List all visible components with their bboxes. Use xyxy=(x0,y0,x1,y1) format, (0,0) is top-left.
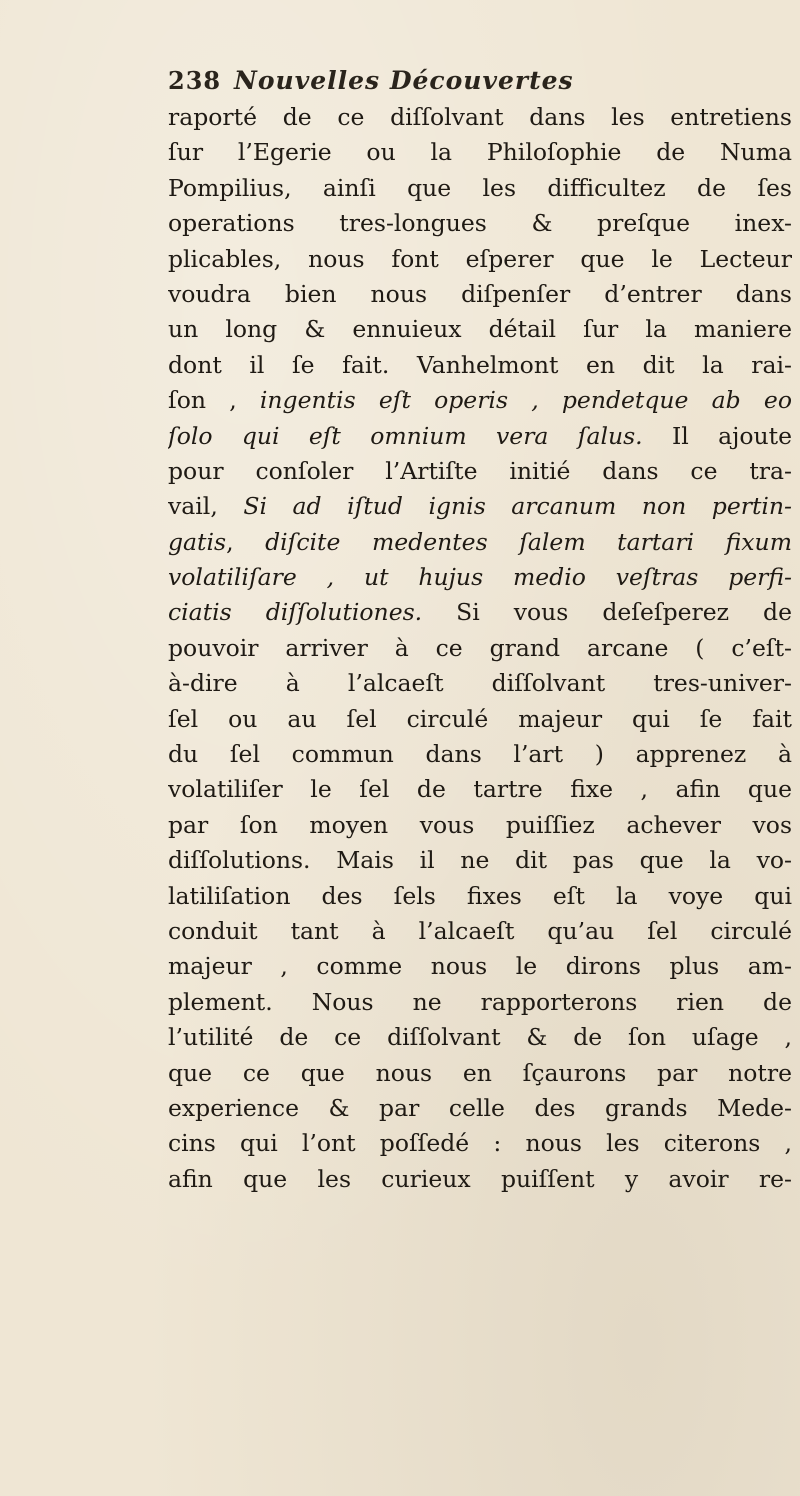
text-run: ſur l’Egerie ou la Philoſophie de Numa xyxy=(168,138,792,167)
text-run: un long & ennuieux détail ſur la maniere xyxy=(168,315,792,344)
text-run: experience & par celle des grands Mede- xyxy=(168,1093,792,1122)
text-line xyxy=(168,843,792,878)
text-run: à-dire à l’alcaeſt diſſolvant tres-univer- xyxy=(168,669,792,698)
text-line xyxy=(168,242,792,277)
text-line xyxy=(168,595,792,630)
text-line xyxy=(168,808,792,843)
text-line xyxy=(168,277,792,312)
text-line xyxy=(168,772,792,807)
italic-latin-text: diſcite medentes ſalem tartari fixum xyxy=(265,527,792,556)
text-line xyxy=(168,1056,792,1091)
text-line xyxy=(168,135,792,170)
italic-latin-text: gatis xyxy=(168,527,227,556)
text-run: raporté de ce diſſolvant dans les entretiens xyxy=(168,103,792,131)
text-run: dont il ſe fait. Vanhelmont en dit la rai- xyxy=(168,350,792,379)
text-line xyxy=(168,100,792,135)
text-line xyxy=(168,1126,792,1161)
italic-latin-text: volatiliſare , ut hujus medio veſtras perfi- xyxy=(168,563,792,592)
text-line xyxy=(168,914,792,949)
text-line xyxy=(168,454,792,489)
italic-latin-text: ſolo qui eſt omnium vera ſalus. xyxy=(168,421,643,450)
text-line xyxy=(168,171,792,206)
text-run: ſon , xyxy=(168,386,260,415)
text-run: latiliſation des ſels fixes eſt la voye qui xyxy=(168,881,792,910)
text-line xyxy=(168,348,792,383)
text-line xyxy=(168,1091,792,1126)
text-run: plement. Nous ne rapporterons rien de xyxy=(168,987,792,1016)
text-line xyxy=(168,419,792,454)
text-line xyxy=(168,206,792,241)
text-run: voudra bien nous diſpenſer d’entrer dans xyxy=(168,279,792,308)
text-run: l’utilité de ce diſſolvant & de ſon uſage , xyxy=(168,1023,792,1052)
text-line xyxy=(168,879,792,914)
text-run: Si vous deſeſperez de xyxy=(422,598,792,627)
text-line xyxy=(168,525,792,560)
text-line xyxy=(168,1162,792,1197)
running-title: Nouvelles Découvertes xyxy=(234,66,574,95)
italic-latin-text: ingentis eſt operis , pendetque ab eo xyxy=(259,386,792,415)
text-line xyxy=(168,702,792,737)
text-run: plicables, nous font eſperer que le Lecteur xyxy=(168,244,792,273)
text-line xyxy=(168,1020,792,1055)
text-line xyxy=(168,312,792,347)
text-run: diſſolutions. Mais il ne dit pas que la vo- xyxy=(168,846,792,875)
text-run: par ſon moyen vous puiſſiez achever vos xyxy=(168,810,792,839)
text-line xyxy=(168,631,792,666)
text-run: pour conſoler l’Artiſte initié dans ce tra- xyxy=(168,456,792,485)
text-line xyxy=(168,383,792,418)
text-run: operations tres-longues & preſque inex- xyxy=(168,209,792,238)
text-run: conduit tant à l’alcaeſt qu’au ſel circulé xyxy=(168,916,792,945)
text-line xyxy=(168,949,792,984)
text-run: afin que les curieux puiſſent y avoir re- xyxy=(168,1164,792,1193)
text-line xyxy=(168,985,792,1020)
text-line xyxy=(168,666,792,701)
body-text xyxy=(168,100,792,1197)
italic-latin-text: ciatis diſſolutiones. xyxy=(168,598,423,627)
text-run: vail, xyxy=(168,492,244,521)
text-line xyxy=(168,737,792,772)
text-run: majeur , comme nous le dirons plus am- xyxy=(168,952,792,981)
text-run: Il ajoute xyxy=(642,421,792,450)
text-run: du ſel commun dans l’art ) apprenez à xyxy=(168,740,792,769)
text-run: ſel ou au ſel circulé majeur qui ſe fait xyxy=(168,704,792,733)
text-line xyxy=(168,560,792,595)
text-run: Pompilius, ainſi que les difficultez de ſes xyxy=(168,173,792,202)
text-run: volatiliſer le ſel de tartre fixe , afin que xyxy=(168,775,792,804)
text-run: que ce que nous en ſçaurons par notre xyxy=(168,1058,792,1087)
text-run: pouvoir arriver à ce grand arcane ( c’eſt- xyxy=(168,633,792,662)
text-run: cins qui l’ont poſſedé : nous les citerons , xyxy=(168,1129,792,1158)
text-run: , xyxy=(226,527,266,556)
text-line xyxy=(168,489,792,524)
page-number: 238 xyxy=(168,66,222,95)
italic-latin-text: Si ad iſtud ignis arcanum non pertin- xyxy=(243,492,792,521)
